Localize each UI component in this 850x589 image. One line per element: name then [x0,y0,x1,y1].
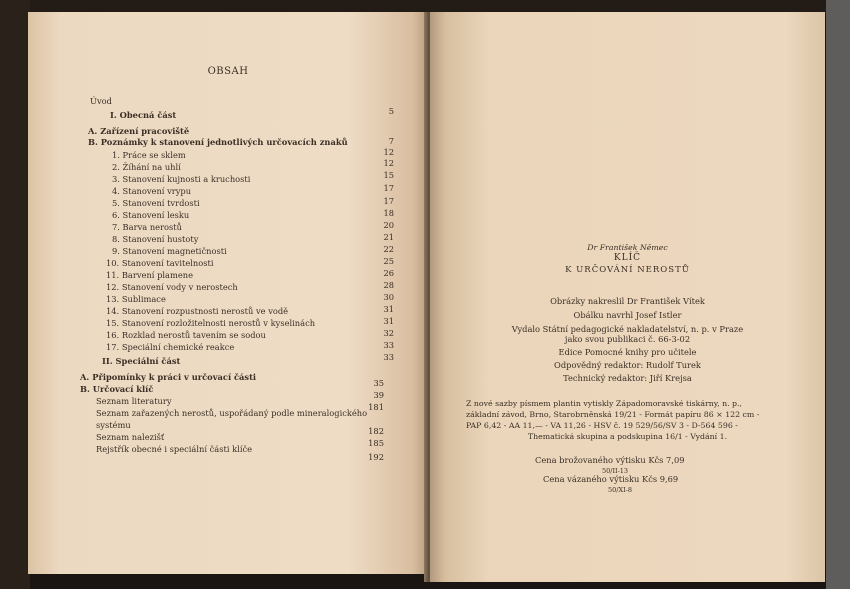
imprint-price-hardback-code: 50/XI-8 [608,486,632,494]
toc-page-number: 7 [388,136,394,146]
toc-page-number: 31 [383,316,394,326]
toc-page-number: 185 [368,438,384,448]
book-cover-left [0,0,30,589]
imprint-price-paperback-code: 50/II-13 [602,467,629,475]
toc-page-number: 12 [383,158,394,168]
toc-page-number: 20 [383,220,394,230]
toc-page-number: 17 [383,183,394,193]
toc-page-number: 182 [368,426,384,436]
toc-title: OBSAH [207,66,249,77]
imprint-cover: Obálku navrhl Josef Istler [573,310,682,320]
imprint-price-paperback: Cena brožovaného výtisku Kčs 7,09 [535,455,685,465]
toc-page-number: 22 [383,244,394,254]
right-page-imprint [430,12,825,582]
imprint-author: Dr František Němec [587,243,668,252]
imprint-print-line1: Z nové sazby písmem plantin vytiskly Západomoravské tiskárny, n. p., [466,399,743,408]
toc-page-number: 18 [383,208,394,218]
toc-page-number: 5 [388,106,394,116]
imprint-edition: Edice Pomocné knihy pro učitele [558,347,697,357]
toc-page-number: 28 [383,280,394,290]
imprint-print-line4: Thematická skupina a podskupina 16/1 - Vydání 1. [527,432,728,441]
toc-page-number: 192 [368,452,384,462]
toc-page-number: 15 [383,170,394,180]
left-page-contents: OBSAH Úvod 5 I. Obecná část A. Zařízení pracoviště 7 B. Poznámky k stanovení jednotlivých určovacích znaků 12 1. Práce se sklem 12 2. Žíhání na uhlí 15 3. Stanovení kujnosti a kruchosti 17 4. Stanovení vrypu 17 5. Stanovení tvrdosti 18 6. Stanovení lesku 20 7. Barva nerostů 21 8. Stanovení hustoty 22 9. Stanovení magnetičnosti 25 10. Stanovení tavitelnosti 26 11. Barvení plamene 28 12. Stanovení vody v nerostech 30 13. Sublimace 31 14. Stanovení rozpustnosti nerostů ve vodě 31 15. Stanovení rozložitelnosti nerostů v kyselinách 32 16. Rozklad nerostů tavením se sodou 33 17. Speciální chemické reakce 33 II. Speciální část A. Připomínky k práci v určovací části 35 B. Určovací klíč 39 Seznam literatury 181 Seznam zařazených nerostů, uspořádaný podle mineralogického systému 182 Seznam nalezišť 185 Rejstřík obecné i speciální části klíče 192 [28,12,428,574]
imprint-tech-editor: Technický redaktor: Jiří Krejsa [563,373,692,383]
toc-page-number: 12 [383,147,394,157]
toc-page-number: 32 [383,328,394,338]
toc-page-number: 17 [383,196,394,206]
imprint-editor: Odpovědný redaktor: Rudolf Turek [554,360,701,370]
toc-page-number: 181 [368,402,384,412]
toc-page-number: 33 [383,340,394,350]
toc-page-number: 39 [373,390,384,400]
toc-page-number: 26 [383,268,394,278]
imprint-print-line3: PAP 6,42 - AA 11,— - VA 11,26 - HSV č. 19 529/56/SV 3 - D-564 596 - [466,421,738,430]
imprint-illustrations: Obrázky nakreslil Dr František Vítek [550,296,705,306]
book-cover-right [826,0,850,589]
imprint-print-line2: základní závod, Brno, Starobrněnská 19/21 - Formát papíru 86 × 122 cm - [466,410,760,419]
toc-page-number: 31 [383,304,394,314]
toc-page-number: 33 [383,352,394,362]
imprint-title-line2: K URČOVÁNÍ NEROSTŮ [565,265,690,275]
toc-page-number: 21 [383,232,394,242]
imprint-price-hardback: Cena vázaného výtisku Kčs 9,69 [543,474,679,484]
toc-page-number: 35 [373,378,384,388]
toc-page-number: 30 [383,292,394,302]
imprint-title-line1: KLÍČ [613,253,642,263]
toc-page-number: 25 [383,256,394,266]
imprint-publisher-line1: Vydalo Státní pedagogické nakladatelství, n. p. v Praze [511,324,744,334]
imprint-publisher-line2: jako svou publikaci č. 66-3-02 [564,334,691,344]
